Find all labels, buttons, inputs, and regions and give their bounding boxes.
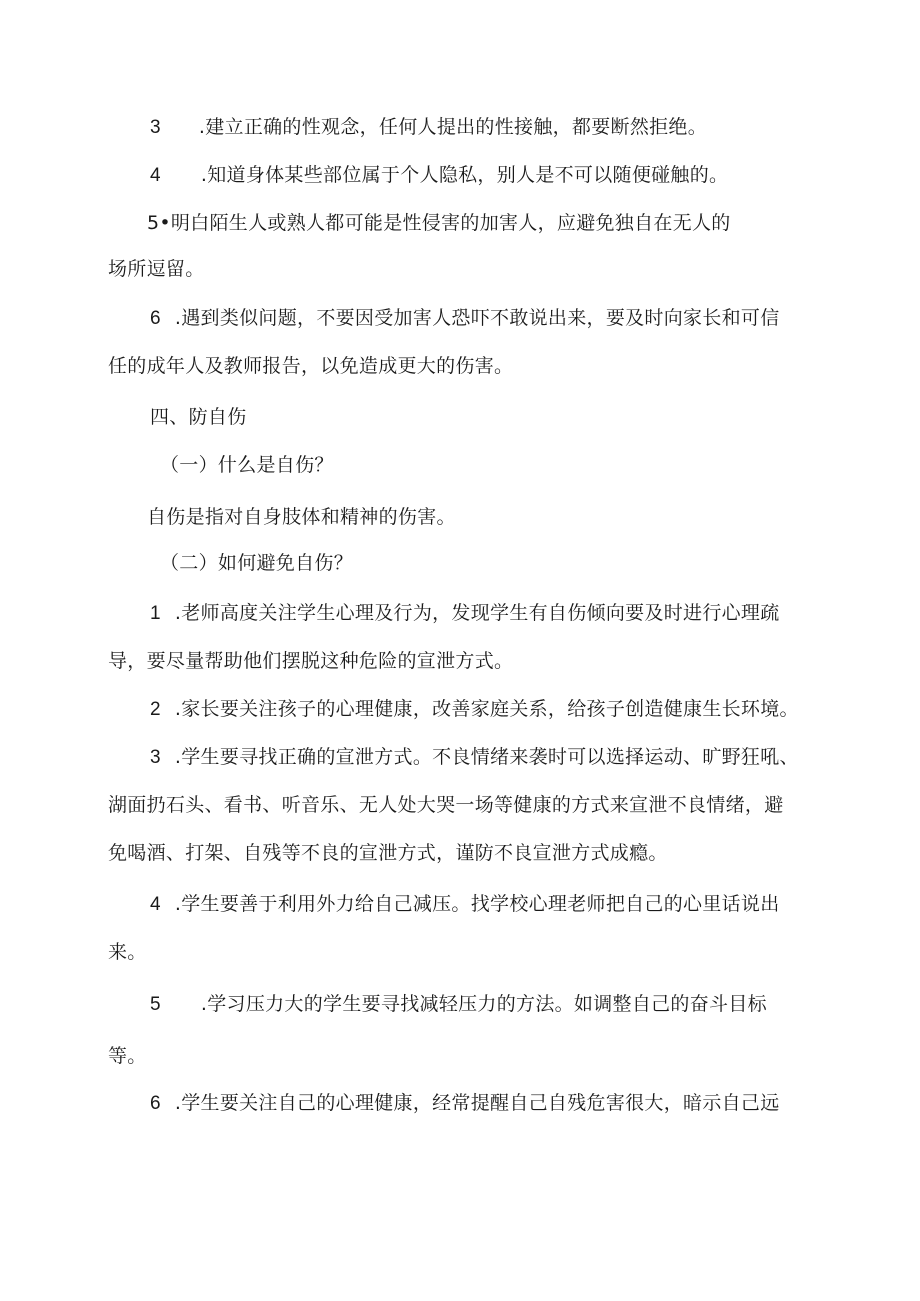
list-item [150, 163, 728, 188]
list-item-continuation: 等。 [108, 1045, 147, 1067]
list-item [150, 745, 799, 770]
list-item-continuation: 场所逗留。 [108, 258, 205, 280]
item-number: 4 [150, 165, 161, 186]
item-text: .知道身体某些部位属于个人隐私，别人是不可以随便碰触的。 [200, 164, 729, 186]
list-item [150, 601, 780, 626]
list-item-continuation: 来。 [108, 941, 147, 963]
item-text: .建立正确的性观念，任何人提出的性接触，都要断然拒绝。 [198, 116, 708, 138]
list-item [150, 115, 707, 140]
subsection-heading: （二）如何避免自伤？ [160, 552, 354, 574]
item-number: 2 [150, 699, 161, 720]
subsection-heading: （一）什么是自伤？ [160, 454, 334, 476]
list-item-continuation: 免喝酒、打架、自残等不良的宣泄方式，谨防不良宣泄方式成瘾。 [108, 842, 668, 864]
item-text: .遇到类似问题，不要因受加害人恐吓不敢说出来，要及时向家长和可信 [174, 307, 780, 329]
item-text: .老师高度关注学生心理及行为，发现学生有自伤倾向要及时进行心理疏 [174, 602, 780, 624]
list-item [150, 1091, 780, 1116]
item-number: 3 [150, 747, 161, 768]
item-text: .学生要关注自己的心理健康，经常提醒自己自残危害很大，暗示自己远 [174, 1092, 780, 1114]
list-item: 5•明白陌生人或熟人都可能是性侵害的加害人，应避免独自在无人的 [147, 212, 731, 234]
item-number: 1 [150, 603, 161, 624]
list-item [150, 306, 780, 331]
list-item [150, 892, 780, 917]
section-heading: 四、防自伤 [150, 406, 247, 428]
item-number: 6 [150, 308, 161, 329]
list-item-continuation: 湖面扔石头、看书、听音乐、无人处大哭一场等健康的方式来宣泄不良情绪，避 [108, 794, 784, 816]
list-item-continuation: 导，要尽量帮助他们摆脱这种危险的宣泄方式。 [108, 650, 514, 672]
item-text: .家长要关注孩子的心理健康，改善家庭关系，给孩子创造健康生长环境。 [174, 698, 799, 720]
item-number: 4 [150, 894, 161, 915]
item-text: .学生要善于利用外力给自己减压。找学校心理老师把自己的心里话说出 [174, 893, 780, 915]
item-text: .学习压力大的学生要寻找减轻压力的方法。如调整自己的奋斗目标 [200, 993, 767, 1015]
list-item [150, 697, 799, 722]
item-text: .学生要寻找正确的宣泄方式。不良情绪来袭时可以选择运动、旷野狂吼、 [174, 746, 799, 768]
list-item-continuation: 任的成年人及教师报告，以免造成更大的伤害。 [108, 355, 514, 377]
item-number: 3 [150, 117, 161, 138]
list-item [150, 992, 767, 1017]
paragraph: 自伤是指对自身肢体和精神的伤害。 [147, 506, 456, 528]
item-number: 6 [150, 1093, 161, 1114]
item-number: 5 [150, 994, 161, 1015]
